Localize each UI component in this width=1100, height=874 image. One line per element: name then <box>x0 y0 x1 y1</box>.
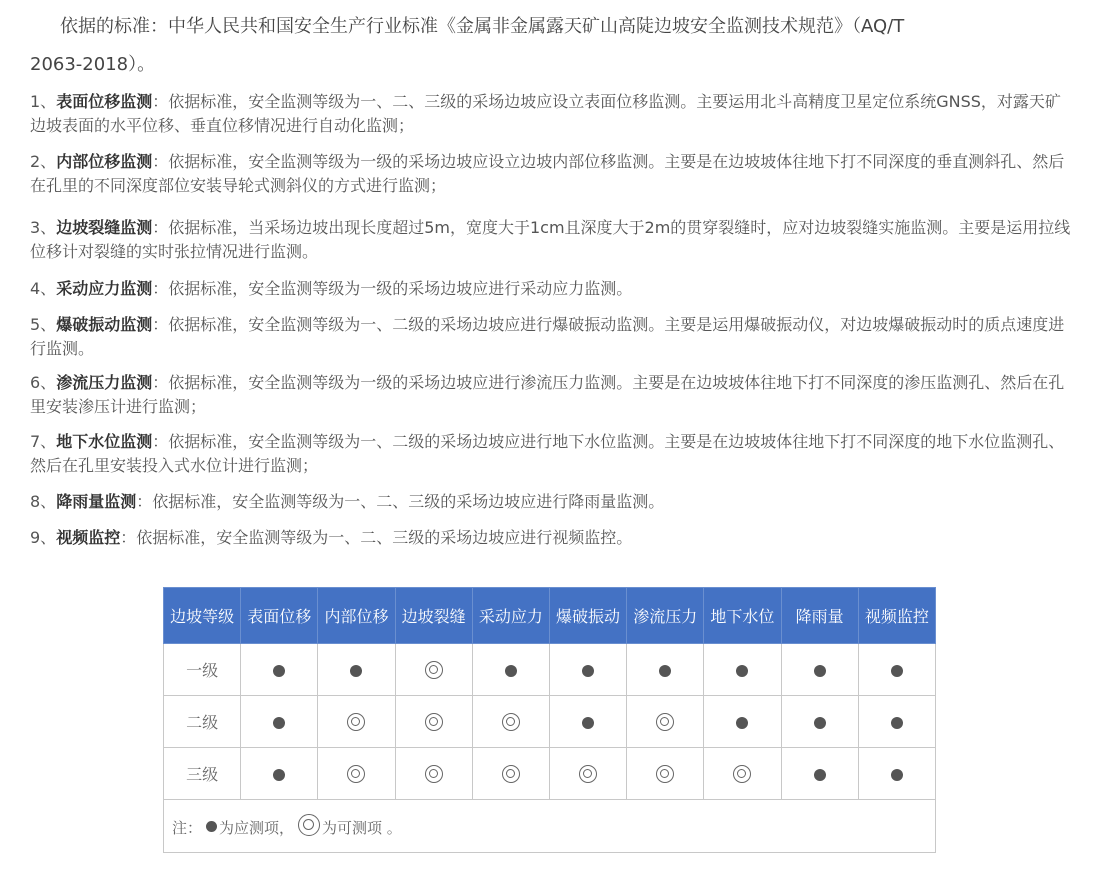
table-cell <box>318 748 395 800</box>
filled-dot-icon <box>814 665 826 677</box>
item-text: ：依据标准，安全监测等级为一、二、三级的采场边坡应进行视频监控。 <box>120 528 633 547</box>
table-cell <box>627 748 704 800</box>
header-cell: 表面位移 <box>241 588 318 644</box>
double-circle-icon <box>425 661 443 679</box>
header-cell: 爆破振动 <box>549 588 626 644</box>
item-title: 边坡裂缝监测 <box>56 218 153 237</box>
note-required-label: 为应测项， <box>219 819 295 837</box>
item-text: ：依据标准，安全监测等级为一级的采场边坡应进行渗流压力监测。主要是在边坡坡体往地下打不同深度的渗压监测孔、然后在孔里安装渗压计进行监测； <box>30 373 1065 416</box>
double-circle-icon <box>425 765 443 783</box>
double-circle-icon <box>579 765 597 783</box>
filled-dot-icon <box>273 717 285 729</box>
item-title: 表面位移监测 <box>56 92 153 111</box>
filled-dot-icon <box>891 717 903 729</box>
item-title: 视频监控 <box>56 528 121 547</box>
double-circle-icon <box>425 713 443 731</box>
item-9 <box>30 526 1075 550</box>
table-cell <box>858 644 935 696</box>
double-circle-icon <box>656 713 674 731</box>
item-text: ：依据标准，安全监测等级为一、二、三级的采场边坡应设立表面位移监测。主要运用北斗高精度卫星定位系统GNSS，对露天矿边坡表面的水平位移、垂直位移情况进行自动化监测； <box>30 92 1061 135</box>
item-number: 4、 <box>30 279 57 298</box>
header-cell: 边坡裂缝 <box>395 588 472 644</box>
intro-paragraph <box>30 8 1080 84</box>
table-cell <box>241 696 318 748</box>
table-cell <box>858 748 935 800</box>
item-text: ：依据标准，安全监测等级为一、二级的采场边坡应进行爆破振动监测。主要是运用爆破振动仪，对边坡爆破振动时的质点速度进行监测。 <box>30 315 1065 358</box>
filled-dot-icon <box>350 665 362 677</box>
table-cell <box>781 696 858 748</box>
filled-dot-icon <box>505 665 517 677</box>
table-cell <box>781 748 858 800</box>
item-number: 9、 <box>30 528 57 547</box>
item-number: 1、 <box>30 92 57 111</box>
table-cell <box>472 748 549 800</box>
header-cell: 视频监控 <box>858 588 935 644</box>
table-row <box>164 748 936 800</box>
table-cell <box>858 696 935 748</box>
item-1 <box>30 90 1075 138</box>
table-cell <box>318 696 395 748</box>
table-cell <box>627 644 704 696</box>
table-cell <box>704 696 781 748</box>
item-number: 2、 <box>30 152 57 171</box>
header-cell: 采动应力 <box>472 588 549 644</box>
header-cell: 边坡等级 <box>164 588 241 644</box>
header-cell: 渗流压力 <box>627 588 704 644</box>
double-circle-icon <box>298 814 320 836</box>
header-cell: 地下水位 <box>704 588 781 644</box>
item-number: 6、 <box>30 373 57 392</box>
double-circle-icon <box>347 713 365 731</box>
filled-dot-icon <box>736 665 748 677</box>
item-title: 渗流压力监测 <box>56 373 153 392</box>
filled-dot-icon <box>891 665 903 677</box>
table-row <box>164 696 936 748</box>
table-cell <box>549 644 626 696</box>
item-number: 3、 <box>30 218 57 237</box>
table-header-row <box>164 588 936 644</box>
table-cell <box>241 748 318 800</box>
double-circle-icon <box>502 713 520 731</box>
item-number: 8、 <box>30 492 57 511</box>
monitoring-grade-table <box>163 587 936 853</box>
item-title: 地下水位监测 <box>56 432 153 451</box>
intro-line-2: 2063-2018）。 <box>30 54 156 75</box>
note-prefix: 注： <box>172 819 203 837</box>
intro-line-1: 依据的标准：中华人民共和国安全生产行业标准《金属非金属露天矿山高陡边坡安全监测技术规范》（AQ/T <box>60 16 905 37</box>
item-title: 爆破振动监测 <box>56 315 153 334</box>
table-note-row <box>164 800 936 853</box>
table-cell <box>318 644 395 696</box>
filled-dot-icon <box>582 717 594 729</box>
table-cell <box>395 696 472 748</box>
header-cell: 内部位移 <box>318 588 395 644</box>
table-note <box>164 800 936 853</box>
table-cell <box>549 696 626 748</box>
item-7 <box>30 430 1075 478</box>
table-cell <box>472 696 549 748</box>
filled-dot-icon <box>814 769 826 781</box>
grade-label: 三级 <box>164 748 241 800</box>
filled-dot-icon <box>582 665 594 677</box>
grade-label: 二级 <box>164 696 241 748</box>
table-cell <box>781 644 858 696</box>
item-4 <box>30 277 1075 301</box>
item-2 <box>30 150 1075 198</box>
double-circle-icon <box>347 765 365 783</box>
table-cell <box>472 644 549 696</box>
double-circle-icon <box>733 765 751 783</box>
table-cell <box>704 644 781 696</box>
filled-dot-icon <box>891 769 903 781</box>
item-title: 内部位移监测 <box>56 152 153 171</box>
filled-dot-icon <box>659 665 671 677</box>
note-optional-label: 为可测项 。 <box>322 819 402 837</box>
grade-label: 一级 <box>164 644 241 696</box>
header-cell: 降雨量 <box>781 588 858 644</box>
filled-dot-icon <box>814 717 826 729</box>
item-title: 采动应力监测 <box>56 279 153 298</box>
item-text: ：依据标准，安全监测等级为一级的采场边坡应进行采动应力监测。 <box>152 279 633 298</box>
table-cell <box>627 696 704 748</box>
item-text: ：依据标准，安全监测等级为一、二、三级的采场边坡应进行降雨量监测。 <box>136 492 665 511</box>
table-row <box>164 644 936 696</box>
item-6 <box>30 371 1075 419</box>
item-number: 5、 <box>30 315 57 334</box>
item-title: 降雨量监测 <box>56 492 137 511</box>
filled-dot-icon <box>736 717 748 729</box>
double-circle-icon <box>656 765 674 783</box>
item-text: ：依据标准，安全监测等级为一、二级的采场边坡应进行地下水位监测。主要是在边坡坡体往地下打不同深度的地下水位监测孔、然后在孔里安装投入式水位计进行监测； <box>30 432 1065 475</box>
filled-dot-icon <box>273 665 285 677</box>
table-cell <box>549 748 626 800</box>
table-cell <box>241 644 318 696</box>
item-number: 7、 <box>30 432 57 451</box>
table-cell <box>395 644 472 696</box>
table-cell <box>395 748 472 800</box>
filled-dot-icon <box>273 769 285 781</box>
item-8 <box>30 490 1075 514</box>
item-text: ：依据标准，当采场边坡出现长度超过5m，宽度大于1cm且深度大于2m的贯穿裂缝时，应对边坡裂缝实施监测。主要是运用拉线位移计对裂缝的实时张拉情况进行监测。 <box>30 218 1071 261</box>
item-5 <box>30 313 1075 361</box>
item-3 <box>30 216 1075 264</box>
table-cell <box>704 748 781 800</box>
filled-dot-icon <box>206 821 217 832</box>
item-text: ：依据标准，安全监测等级为一级的采场边坡应设立边坡内部位移监测。主要是在边坡坡体往地下打不同深度的垂直测斜孔、然后在孔里的不同深度部位安装导轮式测斜仪的方式进行监测； <box>30 152 1065 195</box>
double-circle-icon <box>502 765 520 783</box>
